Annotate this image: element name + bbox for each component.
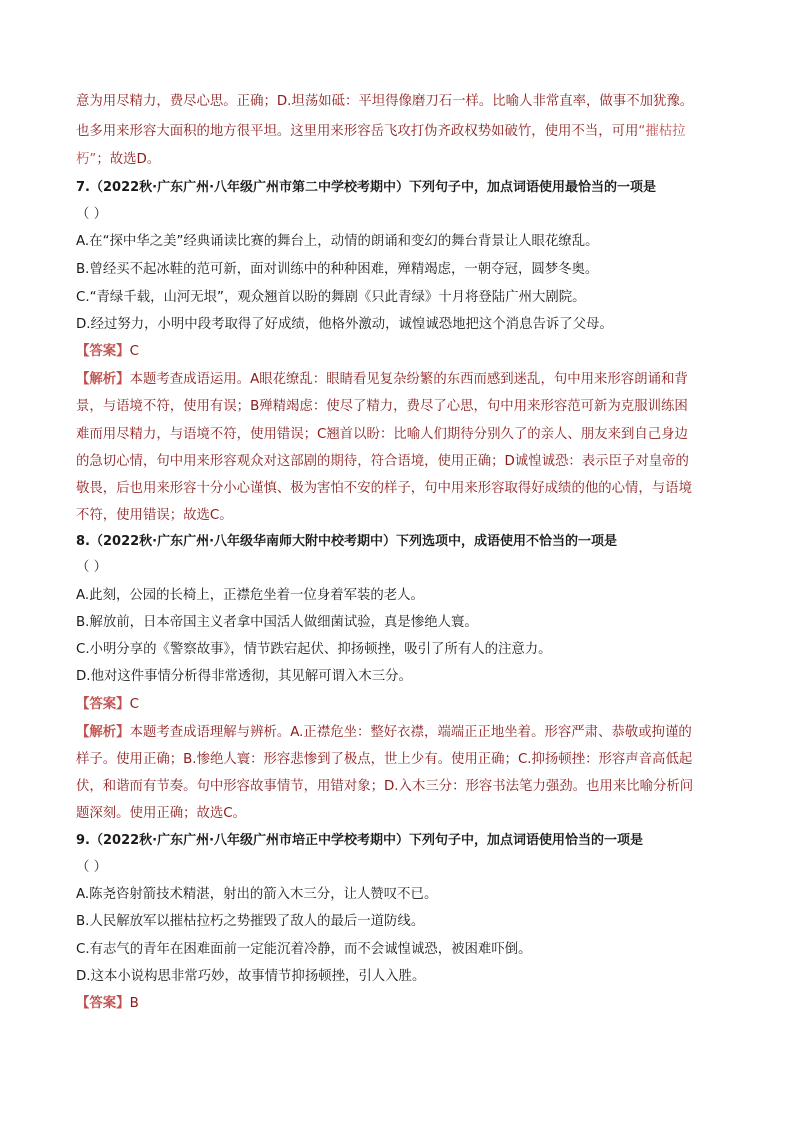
- question-8-analysis-line: 题深刻。使用正确；故选C。: [76, 806, 247, 821]
- question-7-analysis-line: 的急切心情，句中用来形容观众对这部剧的期待，符合语境，使用正确；D诚惶诚恐：表示臣子对皇帝的: [76, 454, 689, 469]
- question-9-option-d: D.这本小说构思非常巧妙，故事情节抑扬顿挫，引人入胜。: [76, 969, 426, 984]
- question-7-analysis-line: 景，与语境不符，使用有误；B殚精竭虑：使尽了精力，费尽了心思，句中用来形容范可新为克服训练困: [76, 399, 688, 414]
- explanation-line: 也多用来形容大面积的地方很平坦。这里用来形容岳飞攻打伪齐政权势如破竹，使用不当，可用“摧枯拉: [76, 124, 686, 139]
- question-8-analysis-line: 伏，和谐而有节奏。句中形容故事情节，用错对象；D.入木三分：形容书法笔力强劲。也用来比喻分析问: [76, 779, 694, 794]
- question-8-answer: 【答案】C: [76, 697, 139, 712]
- question-7-option-c: C.“青绿千载，山河无垠”，观众翘首以盼的舞剧《只此青绿》十月将登陆广州大剧院。: [76, 290, 586, 305]
- question-7-title: 7.（2022秋·广东广州·八年级广州市第二中学校考期中）下列句子中，加点词语使用最恰当的一项是: [76, 180, 657, 195]
- question-7-analysis-line: 难而用尽精力，与语境不符，使用错误；C翘首以盼：比喻人们期待分别久了的亲人、朋友来到自己身边: [76, 427, 688, 442]
- question-9-paren: （ ）: [76, 860, 108, 875]
- question-8-option-c: C.小明分享的《警察故事》，情节跌宕起伏、抑扬顿挫，吸引了所有人的注意力。: [76, 642, 552, 657]
- question-8-analysis-line: 样子。使用正确；B.惨绝人寰：形容悲惨到了极点，世上少有。使用正确；C.抑扬顿挫：形容声音高低起: [76, 752, 693, 767]
- question-8-analysis-line: 【解析】本题考查成语理解与辨析。A.正襟危坐：整好衣襟，端端正正地坐着。形容严肃、恭敬或拘谨的: [76, 725, 692, 740]
- question-7-option-d: D.经过努力，小明中段考取得了好成绩，他格外激动，诚惶诚恐地把这个消息告诉了父母。: [76, 317, 613, 332]
- question-8-paren: （ ）: [76, 560, 108, 575]
- question-9-title: 9.（2022秋·广东广州·八年级广州市培正中学校考期中）下列句子中，加点词语使用恰当的一项是: [76, 833, 644, 848]
- question-8-option-a: A.此刻，公园的长椅上，正襟危坐着一位身着军装的老人。: [76, 588, 424, 603]
- question-7-option-a: A.在“探中华之美”经典诵读比赛的舞台上，动情的朗诵和变幻的舞台背景让人眼花缭乱。: [76, 234, 599, 249]
- question-8-title: 8.（2022秋·广东广州·八年级华南师大附中校考期中）下列选项中，成语使用不恰当的一项是: [76, 534, 618, 549]
- question-8-option-b: B.解放前，日本帝国主义者拿中国活人做细菌试验，真是惨绝人寰。: [76, 615, 478, 630]
- question-9-option-a: A.陈尧咨射箭技术精湛，射出的箭入木三分，让人赞叹不已。: [76, 887, 438, 902]
- question-9-answer: 【答案】B: [76, 996, 139, 1011]
- question-7-answer: 【答案】C: [76, 344, 139, 359]
- question-9-option-c: C.有志气的青年在困难面前一定能沉着冷静，而不会诚惶诚恐，被困难吓倒。: [76, 942, 532, 957]
- explanation-line: 意为用尽精力，费尽心思。正确；D.坦荡如砥：平坦得像磨刀石一样。比喻人非常直率，做事不加犹豫。: [76, 94, 694, 109]
- question-9-option-b: B.人民解放军以摧枯拉朽之势摧毁了敌人的最后一道防线。: [76, 914, 425, 929]
- explanation-line: 朽”；故选D。: [76, 152, 161, 167]
- question-7-paren: （ ）: [76, 207, 108, 222]
- question-8-option-d: D.他对这件事情分析得非常透彻，其见解可谓入木三分。: [76, 669, 412, 684]
- question-7-option-b: B.曾经买不起冰鞋的范可新，面对训练中的种种困难，殚精竭虑，一朝夺冠，圆梦冬奥。: [76, 262, 599, 277]
- question-7-analysis-line: 不符，使用错误；故选C。: [76, 508, 233, 523]
- question-7-analysis-line: 【解析】本题考查成语运用。A眼花缭乱：眼睛看见复杂纷繁的东西而感到迷乱，句中用来形容朗诵和背: [76, 372, 688, 387]
- question-7-analysis-line: 敬畏，后也用来形容十分小心谨慎、极为害怕不安的样子，句中用来形容取得好成绩的他的心情，与语境: [76, 481, 692, 496]
